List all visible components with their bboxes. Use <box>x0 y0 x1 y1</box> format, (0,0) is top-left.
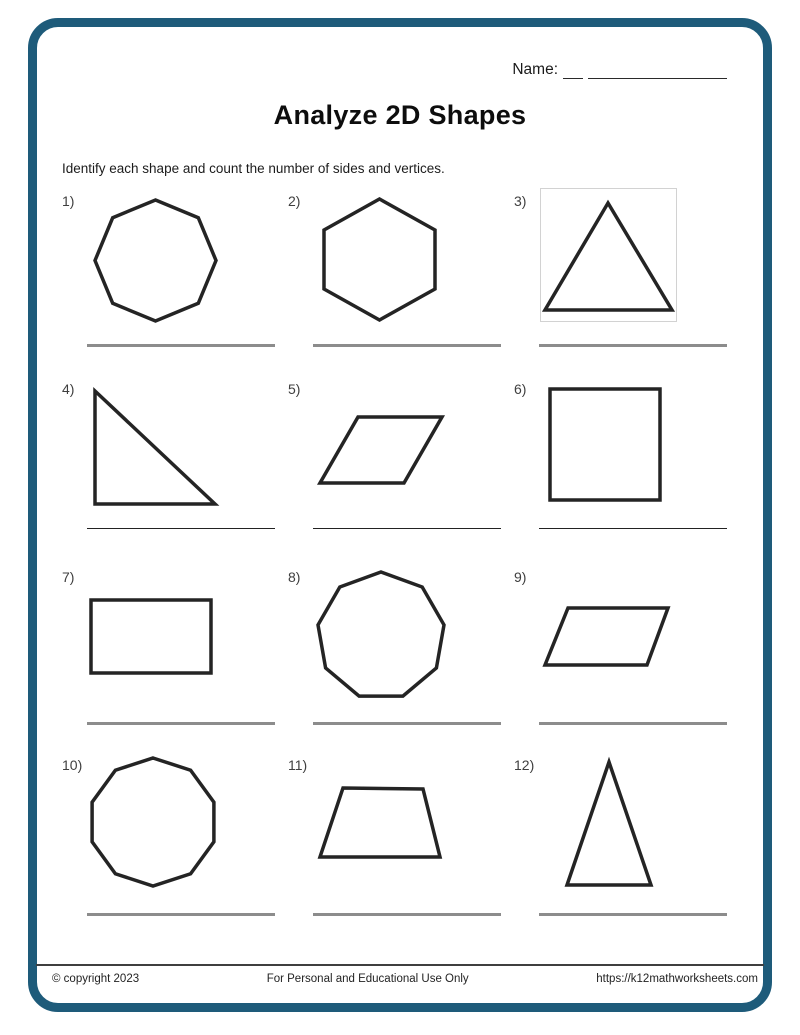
usage-text: For Personal and Educational Use Only <box>266 973 469 985</box>
problem-number: 8) <box>288 569 301 585</box>
decagon-shape <box>89 756 217 888</box>
answer-line <box>313 722 501 725</box>
answer-line <box>87 722 275 725</box>
problem-number: 7) <box>62 569 75 585</box>
problem-2 <box>286 190 512 378</box>
isosceles-triangle-shape <box>565 760 653 888</box>
name-field-row <box>512 61 727 79</box>
problem-7 <box>60 566 286 754</box>
copyright-text: © copyright 2023 <box>52 973 140 985</box>
answer-line <box>87 528 275 529</box>
rectangle-shape <box>89 598 213 675</box>
footer-divider <box>36 964 764 966</box>
answer-line <box>313 913 501 916</box>
problem-number: 12) <box>514 757 535 773</box>
instruction-text: Identify each shape and count the number of sides and vertices. <box>62 161 445 176</box>
problem-number: 6) <box>514 381 527 397</box>
website-url-text: https://k12mathworksheets.com <box>596 973 758 985</box>
answer-line <box>87 913 275 916</box>
problem-9 <box>512 566 738 754</box>
name-blank-line-short <box>563 64 583 79</box>
hexagon-shape <box>322 197 437 322</box>
problem-number: 10) <box>62 757 83 773</box>
problem-number: 5) <box>288 381 301 397</box>
problem-11 <box>286 754 512 942</box>
triangle-shape <box>540 188 677 322</box>
answer-line <box>313 344 501 347</box>
parallelogram-shape <box>316 413 446 487</box>
problem-4 <box>60 378 286 566</box>
problem-number: 2) <box>288 193 301 209</box>
problem-number: 1) <box>62 193 75 209</box>
problem-1 <box>60 190 286 378</box>
problem-number: 11) <box>288 757 308 773</box>
answer-line <box>539 722 727 725</box>
trapezoid-shape <box>318 786 444 861</box>
answer-line <box>87 344 275 347</box>
problem-10 <box>60 754 286 942</box>
problem-6 <box>512 378 738 566</box>
right-triangle-shape <box>93 389 218 507</box>
nonagon-shape <box>316 570 446 700</box>
name-label: Name: <box>512 61 558 78</box>
answer-line <box>539 913 727 916</box>
problem-number: 9) <box>514 569 527 585</box>
octagon-shape <box>93 198 218 323</box>
problem-number: 4) <box>62 381 75 397</box>
footer <box>36 973 764 985</box>
parallelogram-shape <box>543 606 670 667</box>
problem-number: 3) <box>514 193 527 209</box>
answer-line <box>539 528 727 529</box>
image-placeholder-box <box>541 189 677 322</box>
problem-8 <box>286 566 512 754</box>
problem-12 <box>512 754 738 942</box>
name-blank-line-long <box>588 64 727 79</box>
square-shape <box>548 387 662 502</box>
problem-5 <box>286 378 512 566</box>
answer-line <box>539 344 727 347</box>
page-title: Analyze 2D Shapes <box>273 100 527 130</box>
answer-line <box>313 528 501 529</box>
problem-3 <box>512 190 738 378</box>
